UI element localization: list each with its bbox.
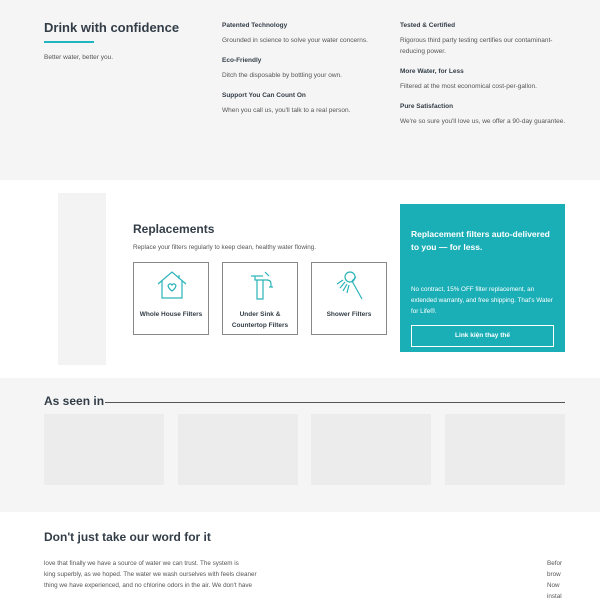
features-tagline: Better water, better you.	[44, 54, 114, 61]
feature-heading: Pure Satisfaction	[400, 103, 454, 110]
feature-item	[222, 57, 392, 81]
feature-heading: Tested & Certified	[400, 22, 456, 29]
card-under-sink-filters[interactable]	[222, 262, 298, 335]
title-underline	[44, 41, 94, 43]
faucet-icon	[243, 267, 279, 303]
feature-item	[400, 103, 570, 127]
feature-heading: Patented Technology	[222, 22, 288, 29]
features-column-1	[222, 22, 392, 127]
feature-item	[400, 68, 570, 92]
card-label: Shower Filters	[326, 311, 372, 318]
feature-text: Filtered at the most economical cost-per-gallon.	[400, 83, 537, 90]
feature-item	[222, 22, 392, 46]
card-label: Whole House Filters	[139, 311, 203, 318]
features-column-2	[400, 22, 570, 138]
feature-heading: Eco-Friendly	[222, 57, 262, 64]
testimonial-quote	[547, 558, 600, 600]
as-seen-in-section	[0, 378, 600, 512]
quote-line: Befor	[547, 560, 563, 567]
feature-text: Rigorous third party testing certifies our contaminant-reducing power.	[400, 37, 553, 55]
quote-line: love that finally we have a source of water we can trust. The system is	[44, 560, 239, 567]
quote-line: brow	[547, 571, 561, 578]
as-seen-in-title: As seen in	[44, 394, 105, 408]
features-section	[0, 0, 600, 180]
divider	[105, 402, 565, 403]
shower-head-icon	[332, 267, 368, 303]
feature-heading: More Water, for Less	[400, 68, 464, 75]
house-heart-icon	[154, 267, 190, 303]
auto-delivery-promo	[400, 204, 565, 352]
feature-heading: Support You Can Count On	[222, 92, 306, 99]
feature-item	[400, 22, 570, 57]
testimonial-quote	[44, 558, 294, 591]
quote-line: Now	[547, 582, 560, 589]
product-image-placeholder	[58, 193, 106, 365]
promo-title: Replacement filters auto-delivered to you — for less.	[411, 229, 550, 252]
testimonials-section	[0, 512, 600, 600]
press-logo-placeholder	[445, 414, 565, 485]
quote-line: instal	[547, 593, 562, 600]
testimonials-title: Don't just take our word for it	[44, 530, 211, 544]
press-logo-placeholder	[311, 414, 431, 485]
card-whole-house-filters[interactable]	[133, 262, 209, 335]
feature-text: We're so sure you'll love us, we offer a 90-day guarantee.	[400, 118, 566, 125]
press-logo-placeholder	[44, 414, 164, 485]
replacement-parts-button[interactable]: Link kiện thay thế	[411, 325, 554, 347]
replacements-subtitle: Replace your filters regularly to keep clean, healthy water flowing.	[133, 244, 317, 251]
card-shower-filters[interactable]	[311, 262, 387, 335]
feature-text: Ditch the disposable by bottling your own.	[222, 72, 342, 79]
press-logo-placeholder	[178, 414, 298, 485]
replacements-section	[0, 180, 600, 378]
feature-text: Grounded in science to solve your water concerns.	[222, 37, 368, 44]
feature-item	[222, 92, 392, 116]
features-title: Drink with confidence	[44, 20, 180, 35]
quote-line: thing we have experienced, and no chlorine odors in the air. We don't have	[44, 582, 252, 589]
promo-text: No contract, 15% OFF filter replacement, an extended warranty, and free shipping. That's Water for Life®.	[411, 286, 553, 315]
feature-text: When you call us, you'll talk to a real person.	[222, 107, 351, 114]
card-label: Under Sink & Countertop Filters	[231, 311, 289, 329]
replacements-title: Replacements	[133, 222, 215, 236]
quote-line: king superbly, as we hoped. The water we wash ourselves with feels cleaner	[44, 571, 257, 578]
